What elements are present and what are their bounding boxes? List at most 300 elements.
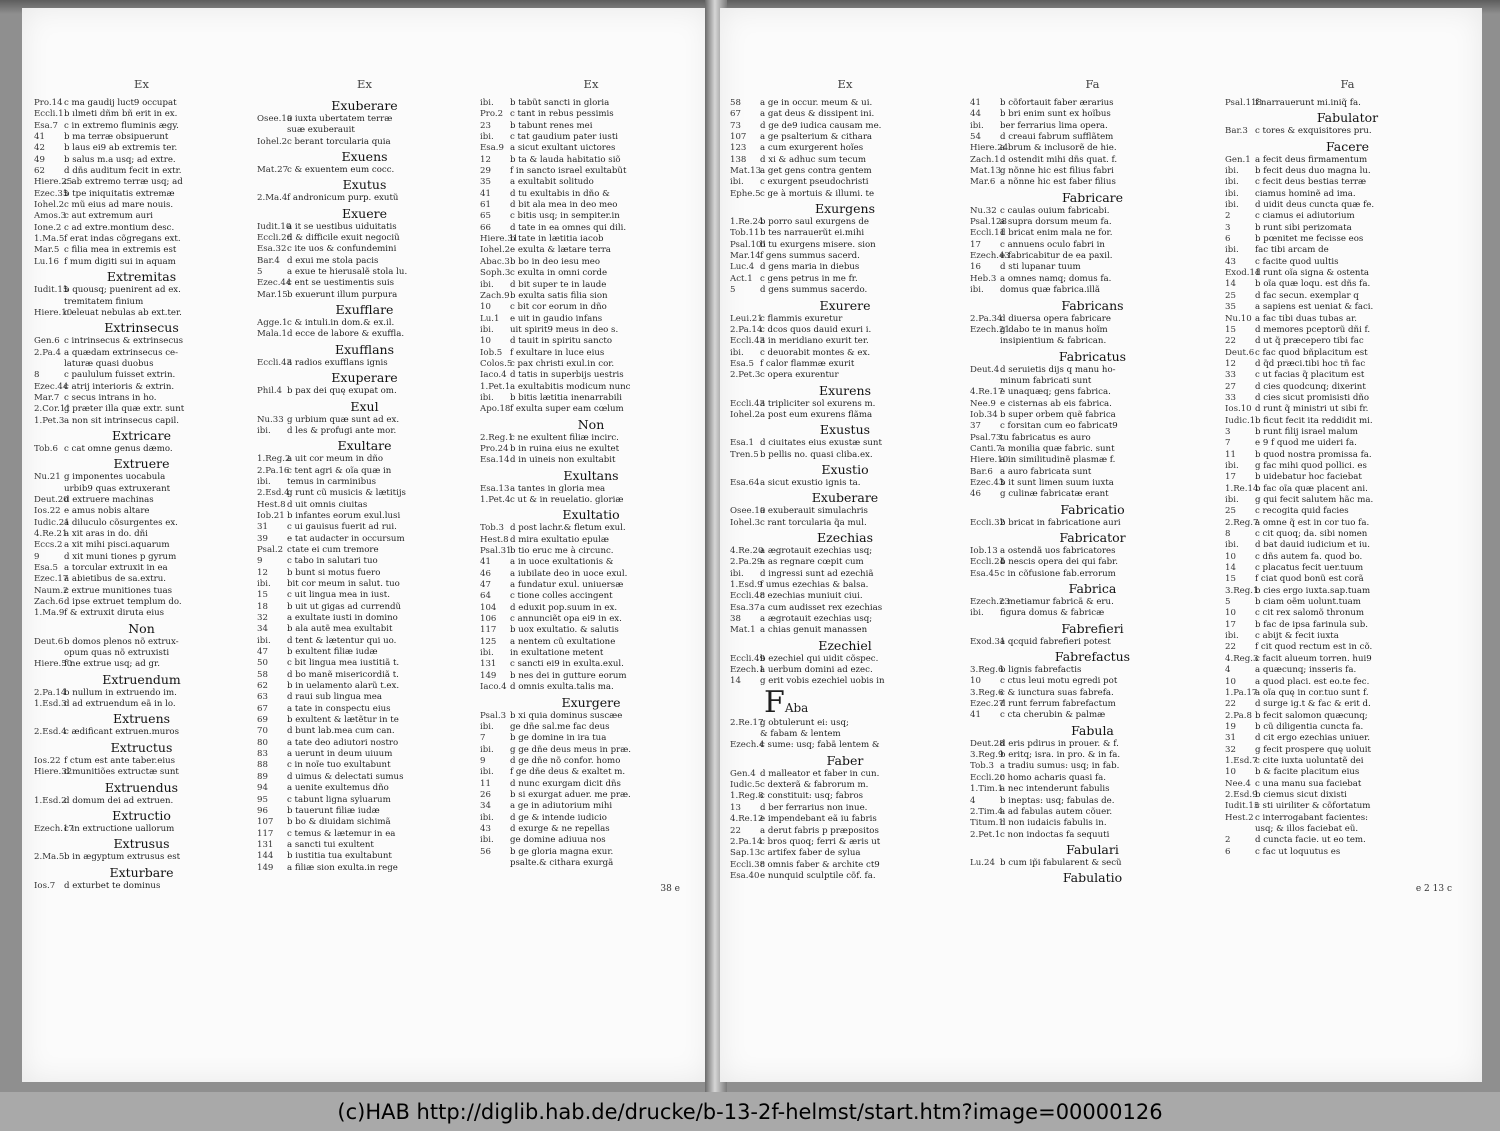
quotation-text: d exui me stola pacis — [287, 255, 379, 266]
concordance-line — [1225, 126, 1470, 137]
scripture-reference: ibi. — [480, 392, 494, 403]
concordance-line — [480, 745, 702, 756]
concordance-line — [257, 556, 472, 567]
scripture-reference: ibi. — [1225, 245, 1239, 256]
scripture-reference: 27 — [1225, 381, 1236, 392]
concordance-line — [480, 143, 702, 154]
running-head: Ex — [837, 77, 853, 91]
scripture-reference: 61 — [480, 200, 491, 211]
scripture-reference: Sap.13 — [730, 848, 761, 859]
scripture-reference: Mat.13 — [730, 166, 762, 177]
quotation-text: c facite quod uultis — [1255, 256, 1339, 267]
concordance-line — [970, 109, 1215, 120]
scripture-reference: 31 — [257, 522, 268, 533]
concordance-line — [480, 211, 702, 222]
scripture-reference: Eccli.26 — [257, 233, 293, 244]
quotation-text: c in noĩe tuo exultabunt — [287, 760, 391, 771]
concordance-line — [1225, 472, 1470, 483]
concordance-line — [970, 796, 1215, 807]
concordance-line — [730, 370, 960, 381]
scripture-reference: 46 — [970, 489, 981, 500]
concordance-line — [257, 267, 472, 278]
quotation-text: & fabam & lentem — [760, 729, 841, 740]
quotation-text: d domum dei ad extruen. — [64, 795, 174, 806]
scripture-reference: ibi. — [480, 98, 494, 108]
quotation-text: d post lachr.& fletum exul. — [510, 523, 626, 534]
quotation-text: d ad extruendum eã in lo. — [64, 699, 176, 710]
scripture-reference: 22 — [1225, 336, 1236, 347]
scripture-reference: Ezec.43 — [970, 477, 1005, 488]
quotation-text: a iubilate deo in uoce exul. — [510, 568, 628, 579]
scripture-reference: Ios.22 — [34, 506, 61, 517]
scripture-reference: 89 — [257, 771, 268, 782]
quotation-text: c flammis exuretur — [760, 313, 843, 324]
quotation-text: a diluculo cõsurgentes ex. — [64, 517, 178, 528]
quotation-text: f in sancto israel exultabũt — [510, 166, 627, 177]
concordance-line — [730, 860, 960, 871]
concordance-line — [970, 376, 1215, 387]
concordance-line — [970, 251, 1215, 262]
scripture-reference: 3.Reg.6 — [970, 687, 1004, 698]
quotation-text: c fac quod bñplacitum est — [1255, 347, 1368, 358]
quotation-text: b it sunt limen suum iuxta — [1000, 477, 1114, 488]
concordance-line — [730, 654, 960, 665]
concordance-line — [34, 529, 249, 540]
quotation-text: b bo in deo iesu meo — [510, 256, 601, 267]
concordance-line — [1225, 348, 1470, 359]
scripture-reference: ibi. — [480, 812, 494, 823]
scripture-reference: Hiere.10 — [34, 307, 73, 318]
quotation-text: c artifex faber de sylua — [760, 848, 861, 859]
scripture-reference: 2.Re.17 — [730, 717, 764, 728]
concordance-line — [257, 222, 472, 233]
quotation-text: a ægrotauit ezechias usq; — [760, 614, 873, 625]
scripture-reference: Zach.1 — [970, 154, 1000, 165]
scripture-reference: ibi. — [480, 835, 494, 846]
quotation-text: c exurgent pseudochristi — [760, 177, 869, 188]
concordance-line — [1225, 234, 1470, 245]
quotation-text: a exuberauit simulachris — [760, 506, 868, 517]
concordance-line — [257, 795, 472, 806]
quotation-text: a xit mihi pisci.aquarum — [64, 540, 170, 551]
concordance-line — [257, 863, 472, 874]
quotation-text: a in uoce exultationis & — [510, 557, 614, 568]
scripture-reference: 2.Reg.1 — [480, 432, 514, 443]
scripture-reference: 1.Tim.1 — [970, 784, 1004, 795]
quotation-text: c tabo in salutari tuo — [287, 556, 378, 567]
quotation-text: f ciat quod bonũ est corã — [1255, 574, 1364, 585]
scripture-reference: Pro.14 — [34, 98, 63, 108]
scripture-reference: 117 — [480, 625, 497, 636]
concordance-line — [257, 488, 472, 499]
quotation-text: c in cõfusione fab.errorum — [1000, 568, 1116, 579]
scripture-reference: 39 — [257, 533, 268, 544]
quotation-text: d ipse extruet templum do. — [64, 597, 182, 608]
scripture-reference: 2.Pa.14 — [34, 687, 67, 698]
quotation-text: b super orbem quẽ fabrica — [1000, 409, 1116, 420]
quotation-text: c temus & lætemur in ea — [287, 828, 396, 839]
scripture-reference: ibi. — [257, 425, 271, 436]
concordance-line — [34, 121, 249, 132]
scripture-reference: ibi. — [970, 285, 984, 296]
concordance-line — [34, 257, 249, 268]
concordance-line — [730, 546, 960, 557]
concordance-line — [480, 177, 702, 188]
quotation-text: e tat audacter in occursum — [287, 533, 405, 544]
scripture-reference: ibi. — [1225, 540, 1239, 551]
quotation-text: c ezechias muniuit ciui. — [760, 591, 863, 602]
scripture-reference: Act.1 — [730, 273, 753, 284]
scripture-reference: Mar.5 — [34, 245, 60, 256]
concordance-line — [480, 393, 702, 404]
quotation-text: b nullum in extruendo im. — [64, 687, 177, 698]
concordance-line — [1225, 745, 1470, 756]
headword: Exufflans — [334, 341, 395, 357]
scripture-reference: Nee.9 — [970, 398, 996, 409]
scripture-reference: 3.Reg.9 — [970, 750, 1004, 761]
concordance-line — [970, 365, 1215, 376]
headword: Extruendum — [102, 671, 181, 687]
concordance-line — [480, 314, 702, 325]
column — [257, 76, 472, 922]
concordance-line — [257, 278, 472, 289]
concordance-line — [970, 274, 1215, 285]
scripture-reference: 35 — [480, 177, 491, 188]
quotation-text: a sancti tui exultent — [287, 839, 374, 850]
quotation-text: ciamus hominẽ ad ima. — [1255, 188, 1356, 199]
quotation-text: a fac tibi duas tubas ar. — [1255, 313, 1357, 324]
concordance-line — [257, 318, 472, 329]
quotation-text: b fac oĩa quæ placent ani. — [1255, 483, 1368, 494]
concordance-line — [257, 568, 472, 579]
scripture-reference: 96 — [257, 805, 268, 816]
scripture-reference: 14 — [730, 676, 741, 687]
concordance-line — [970, 143, 1215, 154]
scripture-reference: 37 — [970, 421, 981, 432]
concordance-line — [730, 240, 960, 251]
concordance-line — [480, 245, 702, 256]
quotation-text: d exturbet te dominus — [64, 880, 161, 891]
scripture-reference: Psal.3 — [480, 710, 507, 721]
source-credit: (c)HAB http://diglib.hab.de/drucke/b-13-2f-helmst/start.htm?image=00000126 — [337, 1099, 1163, 1124]
scripture-reference: Psal.73 — [970, 432, 1002, 443]
quotation-text: opum quas nõ extruxisti — [64, 648, 170, 659]
scripture-reference: Ezech.17 — [34, 823, 74, 834]
concordance-line — [480, 535, 702, 546]
scripture-reference: 104 — [480, 602, 497, 613]
concordance-line — [480, 580, 702, 591]
concordance-line — [34, 348, 249, 359]
concordance-line — [34, 484, 249, 495]
concordance-line — [480, 756, 702, 767]
concordance-line — [1225, 722, 1470, 733]
concordance-line — [730, 557, 960, 568]
concordance-line — [257, 534, 472, 545]
headword: Extremitas — [106, 269, 177, 285]
scripture-reference: Eccs.2 — [34, 540, 63, 551]
concordance-line — [34, 699, 249, 710]
scripture-reference: 3 — [1225, 222, 1231, 233]
quotation-text: c annunciẽt opa ei9 in ex. — [510, 614, 622, 625]
quotation-text: e unaquæq; gens fabrica. — [1000, 387, 1111, 398]
scripture-reference: 10 — [1225, 767, 1236, 778]
scripture-reference: Esa.13 — [480, 483, 510, 494]
concordance-line — [1225, 359, 1470, 370]
quotation-text: f exultare in luce eius — [510, 347, 605, 358]
quotation-text: c recogita quid facies — [1255, 506, 1349, 517]
scripture-reference: 3.Reg.6 — [970, 665, 1004, 676]
quotation-text: b domos plenos nõ extrux- — [64, 636, 179, 647]
concordance-line — [1225, 427, 1470, 438]
quotation-text: a uenite exultemus dño — [287, 783, 389, 794]
concordance-line — [730, 826, 960, 837]
concordance-line — [34, 404, 249, 415]
scripture-reference: Esa.1 — [730, 438, 755, 449]
scripture-reference: 2.Pa.14 — [730, 836, 763, 847]
concordance-line — [257, 415, 472, 426]
quotation-text: b iustitia tua exultabunt — [287, 851, 392, 862]
scripture-reference: 80 — [257, 737, 268, 748]
concordance-line — [730, 580, 960, 591]
quotation-text: c atrij interioris & extrin. — [64, 381, 175, 392]
section-start — [730, 688, 960, 718]
scripture-reference: Iob.13 — [970, 546, 998, 556]
scripture-reference: 12 — [1225, 358, 1236, 369]
concordance-line — [970, 314, 1215, 325]
quotation-text: b fecit deus duo magna lu. — [1255, 166, 1371, 177]
concordance-line — [257, 760, 472, 771]
scripture-reference: 117 — [257, 828, 274, 839]
concordance-line — [34, 506, 249, 517]
concordance-line — [730, 791, 960, 802]
quotation-text: b tu exurgens misere. sion — [760, 239, 876, 250]
scripture-reference: ibi. — [480, 279, 494, 290]
concordance-line — [1225, 279, 1470, 290]
concordance-line — [1225, 711, 1470, 722]
concordance-line — [480, 682, 702, 693]
quotation-text: a abietibus de sa.extru. — [64, 574, 167, 585]
concordance-line — [970, 830, 1215, 841]
concordance-line — [257, 579, 472, 590]
concordance-line — [970, 285, 1215, 296]
concordance-line — [730, 740, 960, 751]
quotation-text: b fecit salomon quæcunq; — [1255, 710, 1368, 721]
concordance-line — [257, 545, 472, 556]
headword: Extruens — [112, 711, 171, 727]
quotation-text: d extruere machinas — [64, 494, 154, 505]
quotation-text: d sti lupanar tuum — [1000, 262, 1081, 273]
quotation-text: a sicut exustio ignis ta. — [760, 477, 861, 488]
scripture-reference: 10 — [970, 676, 981, 687]
quotation-text: b exultent & lætẽtur in te — [287, 715, 399, 726]
column — [970, 76, 1215, 922]
scripture-reference: 2.Cor.11 — [34, 404, 71, 415]
quotation-text: a monilia quæ fabric. sunt — [1000, 443, 1115, 454]
concordance-line — [257, 624, 472, 635]
quotation-text: c non indoctas fa sequuti — [1000, 829, 1110, 840]
scripture-reference: 32 — [1225, 744, 1236, 755]
concordance-line — [480, 767, 702, 778]
concordance-line — [730, 591, 960, 602]
scripture-reference: 42 — [34, 143, 45, 154]
quotation-text: g præter illa quæ extr. sunt — [64, 404, 185, 415]
concordance-line — [480, 223, 702, 234]
scripture-reference: Luc.4 — [730, 262, 755, 273]
concordance-line — [480, 280, 702, 291]
quotation-text: a iuxta ubertatem terræ — [287, 114, 393, 124]
scripture-reference: Eccli.20 — [970, 772, 1006, 783]
scripture-reference: Ephe.5 — [730, 188, 761, 199]
concordance-line — [34, 109, 249, 120]
quotation-text: b pellis no. quasi cliba.ex. — [760, 449, 873, 460]
quotation-text: b runt filij israel malum — [1255, 426, 1358, 437]
scripture-reference: 17 — [1225, 472, 1236, 483]
scripture-reference: Iohel.2 — [480, 245, 511, 256]
quotation-text: c uit lingua mea in iust. — [287, 590, 390, 601]
scripture-reference: 15 — [1225, 574, 1236, 585]
concordance-line — [257, 290, 472, 301]
scripture-reference: 4 — [970, 795, 976, 806]
quotation-text: a nõnne hic est faber filius — [1000, 177, 1116, 188]
scripture-reference: 12 — [257, 567, 268, 578]
scripture-reference: 8 — [1225, 529, 1231, 540]
concordance-line — [34, 637, 249, 648]
scripture-reference: 47 — [480, 580, 491, 591]
concordance-line — [480, 348, 702, 359]
quotation-text: d runt oĩa signa & ostenta — [1255, 268, 1370, 279]
concordance-line — [34, 608, 249, 619]
headword: Ezechiel — [818, 637, 872, 653]
scripture-reference: ibi. — [480, 132, 494, 143]
concordance-line — [1225, 699, 1470, 710]
concordance-line — [480, 790, 702, 801]
scripture-reference: Nu.33 — [257, 414, 284, 425]
scripture-reference: 14 — [1225, 279, 1236, 290]
column — [34, 76, 249, 922]
scripture-reference: 10 — [1225, 608, 1236, 619]
scripture-reference: ibi. — [1225, 177, 1239, 188]
scripture-reference: Ezech.4 — [730, 740, 765, 751]
concordance-line — [730, 109, 960, 120]
scripture-reference: Eccli.48 — [730, 591, 766, 602]
scripture-reference: 9 — [257, 556, 263, 567]
quotation-text: d cies quodcunq; dixerint — [1255, 381, 1366, 392]
concordance-line — [34, 574, 249, 585]
quotation-text: c ciamus ei adiutorium — [1255, 211, 1355, 222]
concordance-line — [1225, 835, 1470, 846]
quotation-text: e impendebant eã iu fabris — [760, 814, 877, 825]
scripture-reference: 4.Re.20 — [730, 545, 764, 556]
scripture-reference: Osee.10 — [730, 506, 766, 517]
quotation-text: g dabo te in manus hoĩm — [1000, 324, 1108, 335]
scripture-reference: Gen.1 — [1225, 154, 1251, 165]
quotation-text: ge domine adiuua nos — [510, 835, 606, 846]
quotation-text: b ge domine in ira tua — [510, 733, 607, 744]
scripture-reference: 12 — [480, 154, 491, 165]
concordance-line — [970, 750, 1215, 761]
quotation-text: b cies ergo iuxta.sap.tuam — [1255, 585, 1371, 596]
quotation-text: c pax christi exul.in cor. — [510, 358, 615, 369]
quotation-text: d ecce de labore & exuffla. — [287, 329, 405, 340]
concordance-line — [730, 166, 960, 177]
concordance-line — [730, 177, 960, 188]
headword: Fabrefactus — [1054, 649, 1131, 665]
concordance-line — [34, 518, 249, 529]
scripture-reference: 16 — [970, 262, 981, 273]
concordance-line — [480, 268, 702, 279]
quotation-text: d uimus & delectati sumus — [287, 771, 404, 782]
concordance-line — [34, 223, 249, 234]
quotation-text: b si exurgat aduer. me præ. — [510, 789, 631, 800]
scripture-reference: ibi. — [257, 578, 271, 589]
scripture-reference: Ezec.44 — [34, 381, 69, 392]
concordance-line — [970, 761, 1215, 772]
quotation-text: c cite iuxta uoluntatẽ dei — [1255, 755, 1364, 766]
scripture-reference: 1.Re.14 — [1225, 483, 1259, 494]
quotation-text: d mira exultatio epulæ — [510, 534, 609, 545]
quotation-text: a auro fabricata sunt — [1000, 466, 1092, 477]
concordance-line — [1225, 563, 1470, 574]
headword: Fabrefieri — [1061, 620, 1124, 636]
scripture-reference: 3.Reg.1 — [1225, 585, 1259, 596]
quotation-text: c ma gaudij luct9 occupat — [64, 98, 177, 108]
quotation-text: a exultabit solitudo — [510, 177, 594, 188]
quotation-text: b tes narrauerũt ei.mihi — [760, 228, 865, 239]
concordance-line — [480, 433, 702, 444]
concordance-line — [480, 591, 702, 602]
headword: Exultans — [563, 467, 619, 483]
concordance-line — [970, 773, 1215, 784]
scripture-reference: 2.Tim.4 — [970, 806, 1004, 817]
quotation-text: b xi quia dominus suscæe — [510, 710, 623, 721]
quotation-text: g imponentes uocabula — [64, 472, 166, 483]
scripture-reference: ibi. — [1225, 495, 1239, 505]
headword: Exuberare — [811, 490, 879, 506]
concordance-line — [257, 851, 472, 862]
quotation-text: c cta cherubin & palmæ — [1000, 710, 1106, 721]
quotation-text: a ge in occur. meum & ui. — [760, 98, 873, 108]
scripture-reference: Gen.4 — [730, 768, 756, 779]
scripture-reference: 62 — [34, 166, 45, 177]
concordance-line — [34, 359, 249, 370]
scripture-reference: Eccli.43 — [730, 398, 766, 409]
quotation-text: c ui gauisus fuerit ad rui. — [287, 522, 397, 533]
concordance-line — [480, 733, 702, 744]
concordance-line — [730, 718, 960, 729]
quotation-text: a tantes in gloria mea — [510, 483, 606, 494]
concordance-line — [730, 450, 960, 461]
quotation-text: bit cor meum in salut. tuo — [287, 578, 400, 589]
concordance-line — [257, 137, 472, 148]
scripture-reference: ibi. — [257, 476, 271, 487]
concordance-line — [480, 603, 702, 614]
scripture-reference: Hest.8 — [480, 534, 509, 545]
concordance-line — [34, 370, 249, 381]
scripture-reference: 6 — [1225, 846, 1231, 857]
concordance-line — [257, 329, 472, 340]
concordance-line — [257, 749, 472, 760]
concordance-line — [1225, 438, 1470, 449]
concordance-line — [480, 166, 702, 177]
quotation-text: c ad extre.montium desc. — [64, 222, 175, 233]
scripture-reference: Colos.5 — [480, 358, 513, 369]
quotation-text: b in uelamento alarũ t.ex. — [287, 681, 400, 692]
quotation-text: b eritq; isra. in pro. & in fa. — [1000, 750, 1121, 761]
quotation-text: f erat indas cõgregans ext. — [64, 234, 181, 245]
quotation-text: c cit rex salomõ thronum — [1255, 608, 1365, 619]
quotation-text: tremitatem finium — [64, 296, 144, 307]
quotation-text: d eduxit pop.suum in ex. — [510, 602, 618, 613]
